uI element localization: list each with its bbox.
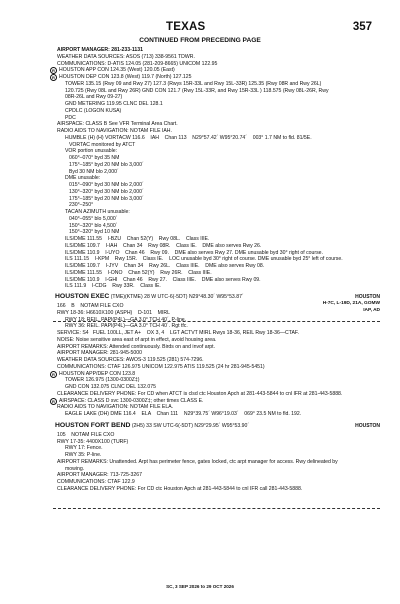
entry-line-text: RWY 35: P-line. [65,452,102,458]
chart-refs-iap: IAP, AD [363,308,380,313]
airport-ident: (2H5) 33 SW UTC-6(-5DT) N29°29.95´ W95°53.90´ [131,422,250,429]
entry-line-text: RWY 36: REIL. PAPI(P4L)—GA 3.0° TCH 40´. Rgt tfc. [65,323,188,330]
entry-line-text: 175°–185° byd 20 NM blo 3,000´ [69,161,144,168]
entry-line-text: SERVICE: S4 FUEL 100LL, JET A+ OX 3, 4 LGT ACTVT MIRL Rwys 18-36, REIL Rwy 18-36—CTAF. [57,330,299,336]
entry-line-text: RWY 17: Fence. [65,445,103,452]
state-title: TEXAS [166,21,206,33]
entry-line [55,236,380,243]
entry-line-text: RWY 17-35: 4400X100 (TURF) [57,438,129,445]
entry-line-text: Byd 30 NM blo 2,000´ [69,168,119,175]
entry-line [55,472,380,479]
entry-line-text: 040°–055° blo 5,000´ [69,215,118,222]
entry-line [55,350,380,357]
entry-line [55,81,380,88]
entry-line [55,317,380,324]
entry-line-text: NOISE: Noise sensitive area east of arpt in effect, avoid housing area. [57,336,217,343]
entry-line [55,121,380,128]
entry-line-text: ILS/DME 109.7 I-JYV Chan 34 Rwy 26L. Class IIIE. DME also serves Rwy 08. [65,263,265,269]
entry-line-text: HOUSTON APP CON 124.35 (West) 120.05 (East) [59,67,175,74]
entry-line-text: COMMUNICATIONS: D-ATIS 124.05 (281-209-8665) UNICOM 122.95 [57,60,218,67]
radar-service-icon: R [50,371,57,378]
entry-line-text: ILS/DME 110.9 I-UYO Chan 46 Rwy 09. DME also serves Rwy 27. DME unusable byd 30° right of course. [65,249,323,256]
entry-line-text: 060°–070° byd 35 NM [69,155,120,161]
entry-line-text: GND METERING 119.95 CLNC DEL 128.1 [65,101,163,107]
entry-line-text: ILS/DME 110.9 I-GHI Chan 46 Rwy 27. Class IIIE. DME also serves Rwy 09. [65,276,261,283]
entry-line-text: AIRPORT REMARKS: Attended continuously. Birds on and invof arpt. [57,343,216,350]
entry-line [55,250,380,257]
entry-line [55,357,380,364]
entry-line-text: 130°–320° byd 30 NM blo 2,000´ [69,188,144,195]
entry-line [55,61,380,68]
entry-line-text: 150°–320° byd 10 NM [69,229,120,236]
airport-name: HOUSTON EXEC [55,293,110,300]
entry-separator [53,321,380,322]
entry-line [55,256,380,263]
entry-line [55,182,380,189]
continued-banner: CONTINUED FROM PRECEDING PAGE [139,37,261,44]
entry-line [55,323,380,330]
entry-line-text: COMMUNICATIONS: CTAF 122.9 [57,479,135,485]
entry-line [55,54,380,61]
entry-line-text: TOWER 135.15 (Rwy 09 and Rwy 27) 127.3 (Rwys 15R-33L and Rwy 15L-33R) 125.35 (Rwy 08R and Rwy 26L) [65,80,322,87]
entry-line [55,337,380,344]
entry-line-text: HUMBLE (H) (H) VORTACW 116.6 IAH Chan 113 N29°57.42´ W95°20.74´ 003° 1.7 NM to fld. 81/5E. [65,134,312,141]
entry-line-text: WEATHER DATA SOURCES: ASOS (713) 338-9561 TDWR. [57,53,195,60]
entry-line-text: 08R-26L and Rwy 09-27) [65,94,123,101]
entry-line-text: ILS/DME 109.7 I-IAH Chan 34 Rwy 08R. Class IE. DME also serves Rwy 26. [65,242,262,249]
entry-line [55,155,380,162]
entry-line-text: CLEARANCE DELIVERY PHONE: For CD ctc Houston Apch at 281-443-5844 to cnl IFR call 281-443-5888. [57,485,303,492]
entry-line-text: ILS 111.15 I-KPM Rwy 15R. Class IE. LOC unusable byd 30° right of course. DME unusable byd 25° left of course. [65,256,343,263]
entry-line [55,377,380,384]
entry-line-text: TACAN AZIMUTH unusable: [65,209,130,215]
entry-line [55,243,380,250]
entry-line-text: AIRPORT MANAGER: 281-233-1131 [57,47,143,53]
entry-line-text: 105 NOTAM FILE CXO [57,431,115,438]
iah-continued-block [52,47,380,290]
entry-line [55,229,380,236]
page-footer: SC, 3 SEP 2026 to 29 OCT 2026 [166,584,234,589]
entry-line-text: VOR portion unusable: [65,148,118,155]
entry-line [55,189,380,196]
entry-line [55,310,380,317]
airport-ident: (TME)(KTME) 28 W UTC-6(-5DT) N29°48.30´ W95°53.87´ [110,294,244,300]
page-header [0,0,400,46]
entry-line [55,391,380,398]
entry-line [55,148,380,155]
entry-line [55,196,380,203]
entry-line [55,364,380,371]
entry-line [55,432,380,439]
entry-line [55,209,380,216]
entry-line [55,47,380,54]
entry-line [55,115,380,122]
entry-line-text: ILS 111.9 I-CDG Rwy 33R. Class IE. [65,283,161,290]
entry-line-text: RADIO AIDS TO NAVIGATION: NOTAM FILE ELA. [57,404,174,411]
entry-line-text: CLEARANCE DELIVERY PHONE: For CD when ATCT is clsd ctc Houston Apch at 281-443-5844 to cnl IFR at 281-443-5888. [57,390,343,397]
entry-line [55,128,380,135]
entry-separator [53,508,380,509]
entry-line [55,404,380,411]
entry-line-text: 150°–320° blo 4,500´ [69,222,118,229]
entry-line [55,479,380,486]
entry-line [55,142,380,149]
entry-line [55,162,380,169]
entry-line-text: 120.725 (Rwy 08L and Rwy 26R) GND CON 121.7 (Rwy 15L-33R, and Rwy 15R-33L ) 118.575 (Rwy 08L-26R, Rwy [65,87,329,94]
page-number: 357 [352,21,372,33]
entry-line [55,445,380,452]
entry-line [55,169,380,176]
entry-line [55,263,380,270]
airport-name: HOUSTON FORT BEND [55,421,131,429]
entry-line [55,330,380,337]
entry-line [55,411,380,418]
airport-city: HOUSTON [355,294,380,300]
airport-entry-houston-fort-bend [55,423,380,432]
radar-service-icon: R [50,67,57,74]
entry-line-text: EAGLE LAKE (DH) DME 116.4 ELA Chan 111 N29°39.75´ W96°19.03´ 069° 23.5 NM to fld. 192. [65,411,302,417]
entry-line [55,94,380,101]
entry-line [55,175,380,182]
entry-line-text: AIRSPACE: CLASS D svc 1300-0300Z‡; other times CLASS E. [59,397,204,404]
entry-line [55,283,380,290]
entry-line-text: GND CON 132.075 CLNC DEL 132.075 [65,384,156,390]
entry-line [55,108,380,115]
entry-line-text: WEATHER DATA SOURCES: AWOS-3 119.525 (281) 574-7296. [57,357,204,363]
radar-service-icon: R [50,398,57,405]
entry-line-text: mowing. [65,465,85,472]
entry-line [55,101,380,108]
entry-line-text: RWY 18-36: H6610X100 (ASPH) D-101 MIRL [57,309,170,316]
entry-line [55,202,380,209]
entry-line [55,439,380,446]
entry-line-text: COMMUNICATIONS: CTAF 126.975 UNICOM 122.975 ATIS 119.525 (24 hr 281-945-5451) [57,363,265,370]
entry-line-text: ILS/DME 111.55 I-BZU Chan 52(Y) Rwy 08L. Class IIIE. [65,236,210,242]
entry-line [55,135,380,142]
entry-line-text: ILS/DME 111.55 I-ONO Chan 52(Y) Rwy 26R. Class IIIE. [65,269,212,276]
entry-line-text: AIRPORT MANAGER: 713-725-3267 [57,472,142,479]
fort-bend-block [55,432,380,493]
entry-line-text: CPDLC (LOGON KUSA) [65,107,122,114]
entry-line-text: VORTAC monitored by ATCT [69,141,136,148]
chart-refs: H-7C, L-19D, 21A, GOMW [322,301,380,306]
entry-line [52,74,380,81]
entry-line-text: AIRPORT MANAGER: 281-945-5000 [57,350,142,357]
radar-service-icon: R [50,74,57,81]
entry-line [55,344,380,351]
entry-line [55,452,380,459]
entry-line-text: 230°–250° [69,202,94,209]
entry-line-text: 166 B NOTAM FILE CXO [57,303,124,309]
entry-line [55,466,380,473]
entry-line-text: 015°–090° byd 30 NM blo 2,000´ [69,182,144,188]
entry-line [55,270,380,277]
entry-line-text: 175°–185° byd 20 NM blo 3,000´ [69,195,144,202]
entry-line-text: HOUSTON DEP CON 123.8 (West) 119.7 (North) 127.125 [59,74,192,80]
entry-line-text: PDC [65,114,76,121]
entry-line [55,277,380,284]
entry-line-text: RADIO AIDS TO NAVIGATION: NOTAM FILE IAH. [57,128,172,134]
entry-line [55,88,380,95]
entry-line-text: RWY 18: REIL. PAPI(P4L)—GA 3.0° TCH 40´. P-line. [65,316,187,323]
entry-line [55,486,380,493]
entry-line-text: DME unusable: [65,175,101,182]
entry-line [52,67,380,74]
entry-line-text: AIRSPACE: CLASS B See VFR Terminal Area Chart. [57,121,178,128]
entry-line [55,223,380,230]
entry-line [55,459,380,466]
entry-line-text: AIRPORT REMARKS: Unattended. Arpt has perimeter fence, gates locked, ctc arpt manager for access. Rwy delineated by [57,458,338,465]
entry-line-text: HOUSTON APP/DEP CON 123.8 [59,370,136,377]
airport-city: HOUSTON [355,422,380,429]
entry-line [55,216,380,223]
entry-line [52,397,380,405]
entry-line [52,370,380,378]
entry-line-text: TOWER 126.975 (1300-0300Z‡) [65,377,140,384]
directory-content [52,47,380,493]
entry-line [55,384,380,391]
